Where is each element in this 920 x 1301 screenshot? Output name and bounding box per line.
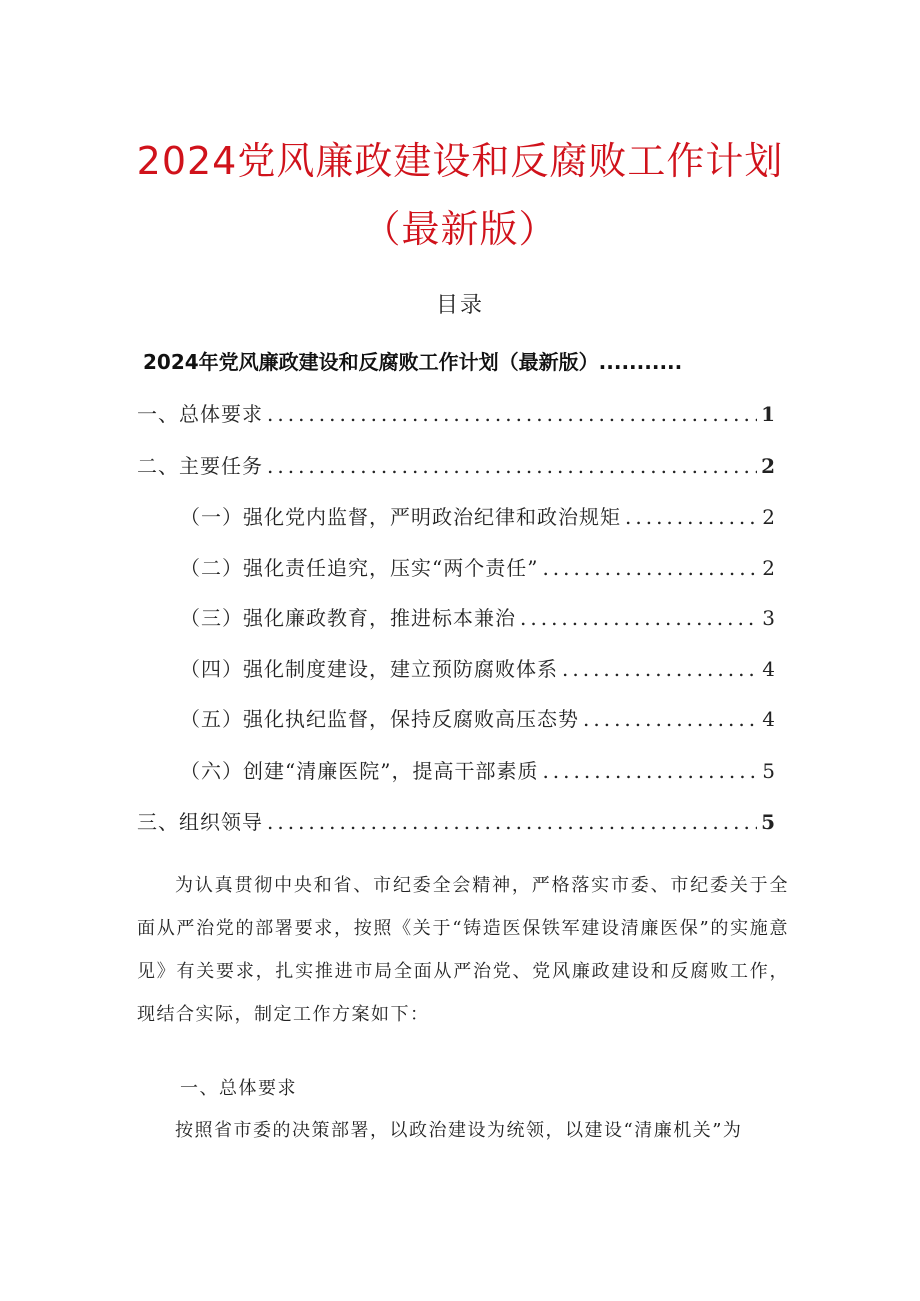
toc-heading: 目录 [435, 293, 484, 318]
toc-entry-page: 1 [761, 402, 775, 426]
toc-leader-dots [267, 810, 757, 834]
toc-entry-page: 4 [762, 657, 775, 681]
toc-entry-label: 二、主要任务 [137, 454, 263, 478]
toc-entry-general-requirements[interactable] [137, 398, 775, 432]
toc-entry-page: 2 [762, 505, 775, 529]
toc-entry-page: 3 [762, 606, 775, 630]
toc-entry-label: （四）强化制度建设，建立预防腐败体系 [180, 657, 558, 681]
toc-leader-dots [267, 454, 757, 478]
toc-leader-dots [542, 556, 758, 580]
toc-entry-task-4[interactable] [180, 653, 775, 687]
document-title-line2: （最新版） [362, 207, 558, 251]
toc-entry-page: 2 [762, 556, 775, 580]
toc-entry-label: 三、组织领导 [137, 810, 263, 834]
toc-entry-page: 4 [762, 707, 775, 731]
document-title-line1: 2024党风廉政建设和反腐败工作计划 [136, 139, 784, 183]
intro-paragraph: 为认真贯彻中央和省、市纪委全会精神，严格落实市委、市纪委关于全面从严治党的部署要求，按照《关于“铸造医保铁军建设清廉医保”的实施意见》有关要求，扎实推进市局全面从严治党、党风廉政建设和反腐败工作，现结合实际，制定工作方案如下： [137, 875, 789, 1025]
toc-leader-dots [583, 707, 758, 731]
toc-document-title[interactable]: 2024年党风廉政建设和反腐败工作计划（最新版）........... [143, 350, 683, 374]
toc-leader-dots [520, 606, 758, 630]
toc-entry-label: 一、总体要求 [137, 402, 263, 426]
toc-entry-task-2[interactable] [180, 552, 775, 586]
toc-entry-page: 5 [761, 810, 775, 834]
toc-entry-page: 2 [761, 454, 775, 478]
toc-leader-dots [625, 505, 758, 529]
section-heading-general-requirements: 一、总体要求 [180, 1078, 297, 1099]
toc-leader-dots [267, 402, 757, 426]
toc-entry-label: （一）强化党内监督，严明政治纪律和政治规矩 [180, 505, 621, 529]
section-paragraph: 按照省市委的决策部署，以政治建设为统领，以建设“清廉机关”为 [175, 1120, 743, 1141]
toc-entry-task-3[interactable] [180, 602, 775, 636]
toc-entry-label: （六）创建“清廉医院”，提高干部素质 [180, 759, 539, 783]
toc-entry-label: （二）强化责任追究，压实“两个责任” [180, 556, 539, 580]
toc-entry-task-1[interactable] [180, 501, 775, 535]
toc-entry-organization-leadership[interactable] [137, 806, 775, 840]
toc-entry-label: （五）强化执纪监督，保持反腐败高压态势 [180, 707, 579, 731]
toc-entry-task-5[interactable] [180, 703, 775, 737]
toc-leader-dots [542, 759, 758, 783]
toc-leader-dots [562, 657, 758, 681]
toc-entry-task-6[interactable] [180, 755, 775, 789]
toc-entry-page: 5 [762, 759, 775, 783]
toc-entry-main-tasks[interactable] [137, 450, 775, 484]
toc-entry-label: （三）强化廉政教育，推进标本兼治 [180, 606, 516, 630]
